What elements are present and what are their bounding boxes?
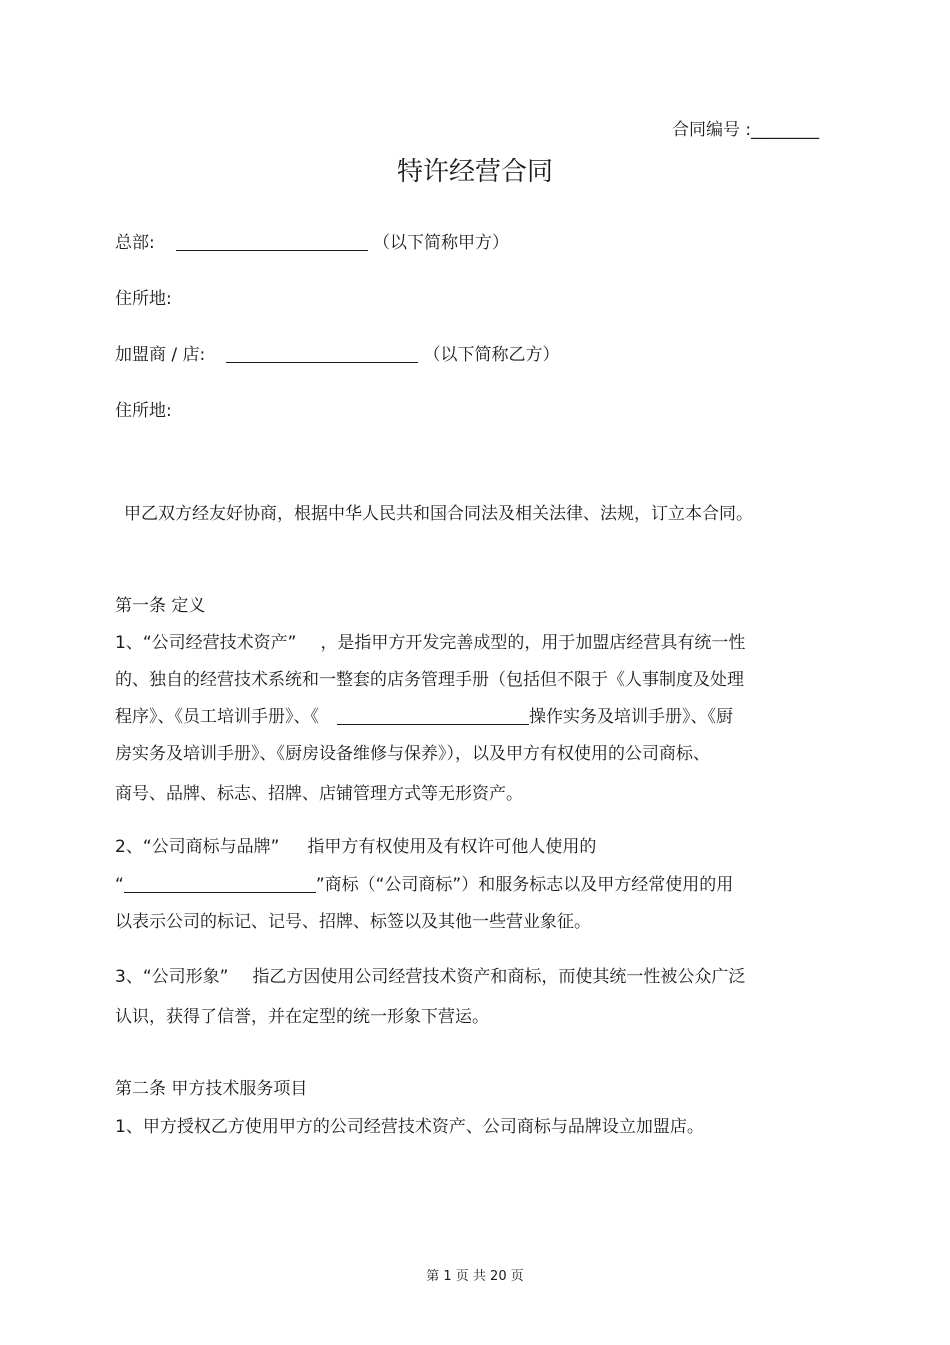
open-quote: “ bbox=[115, 875, 124, 895]
article-1-heading: 第一条 定义 bbox=[115, 596, 206, 616]
page-footer: 第 1 页 共 20 页 bbox=[426, 1269, 524, 1284]
manual-list-start: 程序》、《员工培训手册》、《 bbox=[115, 707, 319, 727]
party-b-address-label: 住所地: bbox=[115, 401, 172, 421]
party-b-blank bbox=[226, 346, 418, 363]
article-1-item-3-line-1 bbox=[115, 966, 745, 988]
term-company-tech-assets: 1、“公司经营技术资产” bbox=[115, 633, 297, 653]
contract-number-label: 合同编号 :________ bbox=[672, 120, 820, 140]
article-1-item-1-line-5: 商号、品牌、标志、招牌、店铺管理方式等无形资产。 bbox=[115, 784, 523, 804]
term-trademark-brand-definition: 指甲方有权使用及有权许可他人使用的 bbox=[307, 837, 597, 857]
term-trademark-brand: 2、“公司商标与品牌” bbox=[115, 837, 280, 857]
term-company-image: 3、“公司形象” bbox=[115, 967, 229, 987]
manual-name-blank bbox=[337, 708, 529, 725]
article-2-item-1: 1、甲方授权乙方使用甲方的公司经营技术资产、公司商标与品牌设立加盟店。 bbox=[115, 1117, 704, 1137]
article-1-item-2-line-1 bbox=[115, 836, 596, 858]
party-b-suffix: （以下简称乙方） bbox=[423, 345, 560, 365]
article-1-item-3-line-2: 认识，获得了信誉，并在定型的统一形象下营运。 bbox=[115, 1007, 489, 1027]
term-company-tech-assets-definition: ，是指甲方开发完善成型的，用于加盟店经营具有统一性 bbox=[320, 633, 746, 653]
article-1-item-1-line-1 bbox=[115, 632, 745, 654]
article-2-heading: 第二条 甲方技术服务项目 bbox=[115, 1079, 308, 1099]
preamble: 甲乙双方经友好协商，根据中华人民共和国合同法及相关法律、法规，订立本合同。 bbox=[124, 504, 753, 524]
article-1-item-2-line-3: 以表示公司的标记、记号、招牌、标签以及其他一些营业象征。 bbox=[115, 912, 591, 932]
manual-list-continued: 操作实务及培训手册》、《厨 bbox=[529, 707, 733, 727]
trademark-clause: ”商标（“公司商标”）和服务标志以及甲方经常使用的用 bbox=[315, 875, 734, 895]
party-b-line bbox=[115, 344, 559, 366]
article-1-item-1-line-4: 房实务及培训手册》、《厨房设备维修与保养》），以及甲方有权使用的公司商标、 bbox=[115, 744, 710, 764]
party-a-line bbox=[115, 232, 509, 254]
party-a-address-label: 住所地: bbox=[115, 289, 172, 309]
party-a-label: 总部: bbox=[115, 233, 155, 253]
party-a-suffix: （以下简称甲方） bbox=[372, 233, 509, 253]
party-b-label: 加盟商 / 店: bbox=[115, 345, 206, 365]
party-a-blank bbox=[176, 234, 368, 251]
article-1-item-1-line-2: 的、独自的经营技术系统和一整套的店务管理手册（包括但不限于《人事制度及处理 bbox=[115, 670, 744, 690]
document-title: 特许经营合同 bbox=[396, 157, 553, 187]
trademark-name-blank bbox=[124, 876, 316, 893]
term-company-image-definition: 指乙方因使用公司经营技术资产和商标，而使其统一性被公众广泛 bbox=[252, 967, 746, 987]
article-1-item-1-line-3 bbox=[115, 706, 733, 728]
article-1-item-2-line-2 bbox=[115, 874, 733, 896]
